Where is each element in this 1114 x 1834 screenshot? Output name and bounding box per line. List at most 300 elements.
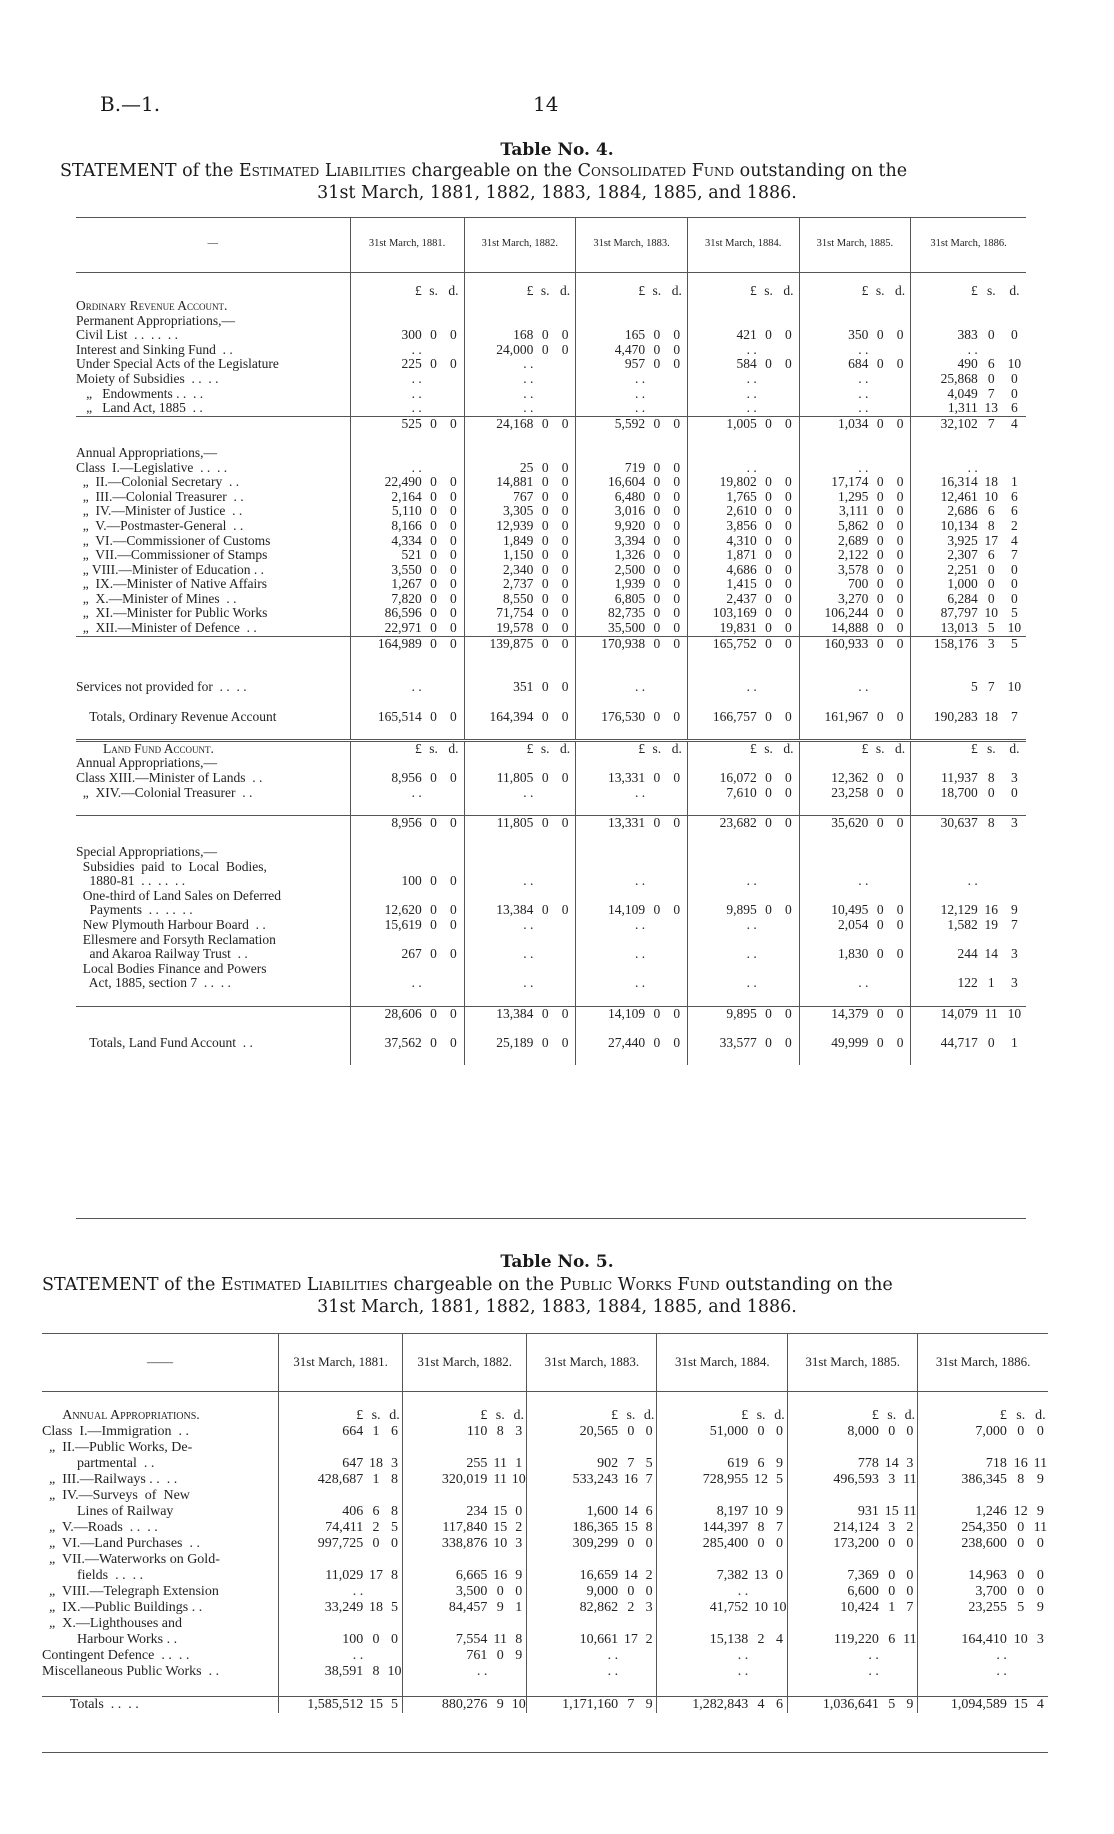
unit-label: s. [540, 283, 550, 299]
cell-pence: 2 [903, 1520, 918, 1536]
cell-pounds: 8,956 [350, 815, 424, 830]
cell-shillings: 0 [653, 459, 661, 475]
cell-pence: 0 [890, 636, 911, 651]
cell-shillings: 5 [1017, 1600, 1025, 1615]
cell-pounds: . . [737, 1664, 749, 1679]
cell-pence: 0 [443, 357, 464, 372]
row-label: „ VIII.—Minister of Education . . [76, 563, 350, 578]
unit-label: d. [555, 273, 576, 300]
cell-pence: 0 [443, 475, 464, 490]
cell-pence: d. [667, 740, 688, 756]
cell-pounds: 10,424 [840, 1600, 879, 1615]
cell-pence: 0 [778, 786, 799, 801]
cell-shillings: s. [626, 1408, 636, 1423]
cell-pounds: . . [634, 873, 646, 889]
cell-pence: 0 [903, 1536, 918, 1552]
column-header: 31st March, 1883. [576, 217, 688, 273]
cell-pounds: 2,500 [614, 561, 646, 577]
cell-pounds: 238,600 [961, 1536, 1007, 1551]
row-label: fields . . . . [42, 1568, 278, 1584]
cell-shillings: 8 [757, 1520, 765, 1535]
cell-shillings: 0 [541, 517, 549, 533]
cell-pence: 0 [890, 621, 911, 636]
cell-shillings: 0 [1017, 1568, 1025, 1583]
cell-pence: 11 [903, 1632, 917, 1647]
cell-pounds: £ [576, 740, 647, 756]
cell-pence: 6 [1011, 503, 1018, 519]
cell-pence: 0 [443, 548, 464, 563]
cell-shillings: 15 [365, 1697, 387, 1714]
cell-pence: 0 [667, 592, 688, 607]
cell-shillings: 6 [757, 1456, 765, 1471]
cell-shillings: 0 [430, 1034, 437, 1050]
cell-shillings: 0 [535, 416, 555, 431]
cell-shillings: 15 [623, 1520, 638, 1535]
cell-pence: 0 [890, 918, 911, 933]
table5-statement: STATEMENT of the Estimated Liabilities chargeable on the Public Works Fund outstanding on the [42, 1275, 893, 1295]
cell-pounds: . . [523, 916, 534, 932]
cell-shillings: 0 [653, 517, 661, 533]
cell-shillings: 4 [750, 1697, 772, 1714]
cell-pounds: . . [607, 1648, 619, 1663]
cell-pounds: 18,700 [940, 784, 978, 800]
column-header: 31st March, 1882. [464, 217, 576, 273]
cell-pounds: . . [411, 975, 422, 991]
cell-shillings: 0 [541, 620, 549, 636]
cell-pounds: . . [634, 385, 646, 401]
cell-pounds: 13,384 [496, 902, 534, 918]
cell-pence: 0 [890, 416, 911, 431]
table5-subtitle: 31st March, 1881, 1882, 1883, 1884, 1885, and 1886. [317, 1297, 797, 1317]
cell-pence: 0 [1036, 1584, 1044, 1599]
cell-pounds: . . [858, 459, 869, 475]
cell-pence: 0 [443, 874, 464, 889]
row-label: „ V.—Roads . . . . [42, 1520, 278, 1536]
cell-pounds: 2,054 [838, 916, 869, 932]
cell-pounds: £ [799, 740, 870, 756]
cell-pence: 5 [387, 1600, 403, 1616]
cell-shillings: 0 [876, 474, 884, 490]
cell-shillings: 0 [888, 1584, 896, 1599]
cell-shillings: 3 [888, 1472, 896, 1487]
cell-pence: 1 [511, 1600, 527, 1616]
cell-pounds: . . [746, 873, 757, 889]
cell-shillings: 10 [754, 1600, 769, 1615]
cell-pounds: . . [967, 341, 978, 357]
cell-pence: 0 [555, 710, 576, 725]
cell-pounds: 82,862 [579, 1600, 619, 1615]
cell-pence: 0 [555, 534, 576, 549]
cell-pounds: 234 [466, 1504, 488, 1519]
cell-pence: 8 [387, 1504, 403, 1520]
cell-pounds: 2,122 [838, 547, 869, 563]
cell-pence: 0 [778, 1006, 799, 1021]
cell-pounds: £ [741, 1408, 749, 1423]
cell-pounds: 225 [401, 356, 422, 372]
cell-pence: 6 [1011, 400, 1018, 416]
cell-pence: 0 [772, 1424, 788, 1440]
cell-pence: 0 [778, 475, 799, 490]
cell-shillings: 0 [430, 946, 437, 962]
cell-pounds: . . [737, 1584, 749, 1599]
cell-pence: 7 [1011, 708, 1018, 724]
cell-shillings: 0 [876, 916, 884, 932]
cell-shillings: 0 [430, 576, 437, 592]
row-label: Ellesmere and Forsyth Reclamation [76, 933, 350, 948]
cell-pounds: . . [411, 400, 422, 416]
cell-shillings: 0 [765, 532, 772, 548]
cell-pence: 10 [511, 1472, 526, 1487]
row-label: Harbour Works . . [42, 1632, 278, 1648]
cell-shillings: s. [887, 1408, 897, 1423]
cell-shillings: 17 [369, 1568, 384, 1583]
unit-label: £ [861, 283, 869, 299]
cell-shillings: 0 [876, 517, 884, 533]
cell-shillings: 0 [430, 873, 437, 889]
cell-pounds: 10,134 [940, 517, 978, 533]
cell-pence: 2 [642, 1568, 657, 1584]
cell-pounds: 165,514 [377, 708, 422, 724]
cell-pounds: 320,019 [441, 1472, 488, 1487]
row-label: „ VII.—Commissioner of Stamps [76, 548, 350, 563]
cell-pounds: . . [634, 784, 646, 800]
cell-pence: 0 [555, 504, 576, 519]
cell-pence: 9 [642, 1697, 657, 1714]
cell-pence: 4 [772, 1632, 788, 1648]
cell-pounds: 12,129 [940, 902, 978, 918]
cell-shillings: 0 [430, 488, 437, 504]
cell-shillings: 0 [1017, 1536, 1025, 1551]
cell-pence: 0 [778, 563, 799, 578]
unit-label: £ [971, 283, 978, 299]
cell-shillings: 0 [987, 590, 995, 606]
cell-pence: 0 [778, 621, 799, 636]
cell-shillings: 0 [765, 620, 772, 636]
cell-shillings: 1 [372, 1472, 380, 1487]
cell-shillings: 0 [541, 474, 549, 490]
cell-shillings: 0 [535, 815, 555, 830]
cell-shillings: 0 [987, 576, 995, 592]
cell-pounds: 158,176 [911, 636, 980, 651]
cell-pence: d. [642, 1408, 657, 1424]
column-header: 31st March, 1884. [657, 1333, 788, 1392]
unit-label: s. [429, 283, 438, 299]
cell-pounds: 12,461 [940, 488, 978, 504]
cell-shillings: 18 [984, 474, 999, 490]
cell-pence: 0 [555, 519, 576, 534]
cell-pounds: 161,967 [824, 708, 869, 724]
cell-shillings: 0 [759, 815, 779, 830]
table4-caption: Table No. 4. [500, 140, 614, 160]
cell-pence: 5 [642, 1456, 657, 1472]
cell-pence: 9 [772, 1504, 788, 1520]
cell-pounds: . . [858, 400, 869, 416]
cell-pounds: 7,369 [847, 1568, 879, 1583]
cell-pounds: 106,244 [824, 605, 869, 621]
cell-pence: 3 [1011, 770, 1018, 785]
cell-pounds: 35,620 [799, 815, 870, 830]
cell-pence: 9 [511, 1568, 527, 1584]
cell-pence: 0 [667, 519, 688, 534]
cell-shillings: 0 [759, 416, 779, 431]
row-label: Civil List . . . . . . [76, 328, 350, 343]
cell-shillings: 0 [541, 459, 549, 475]
cell-shillings: 0 [541, 590, 549, 606]
cell-shillings: s. [535, 740, 555, 756]
cell-shillings: 0 [535, 636, 555, 651]
cell-pounds: 383 [957, 327, 978, 343]
cell-pounds: . . [746, 370, 757, 386]
cell-shillings: 11 [493, 1472, 507, 1487]
cell-pounds: 664 [342, 1424, 364, 1439]
cell-shillings: 0 [876, 784, 884, 800]
cell-pence: 0 [890, 1006, 911, 1021]
cell-pence: 0 [778, 504, 799, 519]
cell-pounds: £ [356, 1408, 364, 1423]
cell-pence: 0 [555, 621, 576, 636]
cell-pounds: . . [746, 975, 757, 991]
cell-pounds: 19,578 [496, 620, 534, 636]
cell-pounds: . . [476, 1664, 488, 1679]
cell-pounds: 100 [401, 873, 422, 889]
cell-pounds: 17,174 [831, 474, 869, 490]
cell-shillings: 0 [876, 946, 884, 962]
cell-shillings: 14 [884, 1456, 899, 1471]
cell-shillings: 18 [984, 708, 999, 724]
cell-shillings: 5 [881, 1697, 903, 1714]
cell-pounds: 7,554 [455, 1632, 488, 1647]
cell-shillings: 0 [653, 605, 661, 621]
cell-pounds: 1,246 [975, 1504, 1007, 1519]
row-label: „ Land Act, 1885 . . [76, 401, 350, 416]
cell-pounds: 44,717 [940, 1034, 978, 1050]
cell-shillings: 0 [876, 1034, 884, 1050]
cell-pounds: 8,956 [391, 770, 422, 785]
cell-pounds: 12,939 [496, 517, 534, 533]
cell-pounds: 718 [985, 1456, 1007, 1471]
cell-pence: 8 [642, 1520, 657, 1536]
cell-pence: 0 [890, 548, 911, 563]
cell-pounds: . . [967, 459, 978, 475]
cell-shillings: 16 [623, 1472, 638, 1487]
cell-pounds: 3,578 [838, 561, 869, 577]
cell-pounds: 2,340 [503, 561, 534, 577]
cell-pounds: 3,550 [391, 561, 422, 577]
cell-pounds: 23,682 [687, 815, 758, 830]
cell-shillings: 0 [653, 590, 661, 606]
cell-pence: 0 [443, 636, 464, 651]
cell-shillings: 0 [496, 1648, 504, 1663]
cell-pence: 0 [890, 534, 911, 549]
cell-pounds: 9,895 [726, 902, 757, 918]
cell-pounds: 13,331 [576, 815, 647, 830]
cell-shillings: 12 [754, 1472, 769, 1487]
cell-pounds: 351 [513, 679, 534, 695]
cell-shillings: 9 [496, 1600, 504, 1615]
cell-shillings: 0 [765, 488, 772, 504]
cell-pounds: . . [523, 946, 534, 962]
cell-shillings: 0 [430, 517, 437, 533]
cell-pence: 0 [555, 328, 576, 343]
cell-pounds: 8,550 [503, 590, 534, 606]
cell-shillings: 15 [493, 1520, 508, 1535]
cell-pence: d. [387, 1408, 403, 1424]
cell-shillings: 8 [372, 1664, 380, 1679]
cell-pence: 0 [667, 504, 688, 519]
row-label: Miscellaneous Public Works . . [42, 1664, 278, 1680]
cell-pounds: £ [350, 740, 424, 756]
cell-pence: 0 [443, 416, 464, 431]
cell-pounds: . . [352, 1648, 364, 1663]
cell-pounds: 684 [848, 356, 869, 372]
cell-pence: d. [443, 740, 464, 756]
cell-pounds: 23,258 [831, 784, 869, 800]
cell-pounds: 3,856 [726, 517, 757, 533]
cell-shillings: 0 [430, 327, 437, 343]
cell-pence: 0 [443, 328, 464, 343]
cell-pounds: 164,410 [961, 1632, 1007, 1647]
row-label: Class I.—Immigration . . [42, 1424, 278, 1440]
cell-pence: 11 [903, 1504, 917, 1519]
cell-pence: 7 [772, 1520, 788, 1536]
cell-pence: 0 [555, 475, 576, 490]
cell-pence: 9 [903, 1697, 918, 1714]
cell-pounds: 25 [519, 459, 534, 475]
cell-pence: d. [772, 1408, 788, 1424]
cell-pounds: 49,999 [831, 1034, 869, 1050]
cell-pence: 9 [1036, 1600, 1044, 1615]
cell-pence: 0 [667, 1006, 688, 1021]
cell-pounds: 71,754 [496, 605, 534, 621]
cell-pounds: 87,797 [940, 605, 978, 621]
cell-shillings: 0 [876, 488, 884, 504]
row-label: Services not provided for . . . . [76, 680, 350, 695]
cell-pence: 0 [778, 328, 799, 343]
cell-pence: 10 [1007, 620, 1022, 636]
row-label: „ III.—Colonial Treasurer . . [76, 490, 350, 505]
cell-pence: 9 [1036, 1504, 1044, 1519]
cell-shillings: 0 [987, 561, 995, 577]
cell-pence: 0 [778, 592, 799, 607]
cell-shillings: 0 [765, 561, 772, 577]
cell-pounds: 350 [848, 327, 869, 343]
row-label: Totals, Ordinary Revenue Account [76, 710, 350, 725]
cell-pounds: . . [858, 679, 869, 695]
cell-pounds: 51,000 [709, 1424, 749, 1439]
cell-shillings: 0 [541, 547, 549, 563]
cell-pounds: 25,868 [940, 370, 978, 386]
row-label: „ IX.—Public Buildings . . [42, 1600, 278, 1616]
row-label: One-third of Land Sales on Deferred [76, 889, 350, 904]
cell-pounds: 3,270 [838, 590, 869, 606]
cell-shillings: 0 [430, 770, 437, 785]
cell-pence: 0 [890, 475, 911, 490]
cell-shillings: 1 [888, 1600, 896, 1615]
cell-pence: 3 [511, 1536, 527, 1552]
cell-shillings: 0 [759, 1006, 779, 1021]
cell-shillings: 2 [372, 1520, 380, 1535]
cell-pence: 0 [890, 357, 911, 372]
cell-shillings: 14 [623, 1568, 638, 1583]
cell-pounds: 74,411 [325, 1520, 364, 1535]
cell-pounds: . . [634, 975, 646, 991]
cell-pence: 10 [1007, 679, 1022, 695]
cell-pence: 0 [903, 1424, 918, 1440]
cell-pounds: 7,820 [391, 590, 422, 606]
cell-shillings: 0 [870, 636, 890, 651]
cell-shillings: 0 [627, 1584, 635, 1599]
cell-pounds: . . [634, 679, 646, 695]
cell-pence: d. [1035, 1408, 1046, 1423]
cell-shillings: 0 [424, 1006, 444, 1021]
cell-pence: 0 [772, 1536, 788, 1552]
cell-shillings: 13 [754, 1568, 769, 1583]
cell-pence: 4 [1003, 416, 1026, 431]
cell-shillings: 0 [765, 590, 772, 606]
cell-pounds: . . [858, 370, 869, 386]
cell-pence: 2 [642, 1632, 657, 1648]
cell-pounds: 3,700 [975, 1584, 1007, 1599]
cell-pounds: 165 [624, 327, 646, 343]
cell-shillings: 0 [876, 532, 884, 548]
cell-shillings: 11 [493, 1632, 507, 1647]
cell-pounds: 119,220 [833, 1632, 879, 1647]
row-label: 1880-81 . . . . . . [76, 874, 350, 889]
cell-pounds: 33,577 [719, 1034, 757, 1050]
cell-pounds: . . [411, 784, 422, 800]
cell-pounds: 14,079 [911, 1006, 980, 1021]
row-label: Act, 1885, section 7 . . . . [76, 976, 350, 991]
cell-pounds: . . [352, 1584, 364, 1599]
cell-shillings: 0 [647, 1006, 667, 1021]
cell-pence: 0 [667, 771, 688, 786]
cell-pounds: £ [871, 1408, 879, 1423]
cell-pence: 0 [890, 328, 911, 343]
cell-pounds: 584 [736, 356, 757, 372]
column-header: 31st March, 1882. [403, 1333, 527, 1392]
cell-shillings: 10 [1013, 1632, 1028, 1647]
header-blank: —— [42, 1333, 278, 1392]
unit-label: s. [764, 283, 773, 299]
cell-pence: 0 [555, 771, 576, 786]
cell-pence: 3 [387, 1456, 403, 1472]
cell-pounds: . . [746, 916, 757, 932]
cell-pence: 9 [1036, 1472, 1044, 1487]
cell-shillings: 0 [653, 708, 661, 724]
cell-shillings: s. [495, 1408, 505, 1423]
cell-shillings: 0 [876, 327, 884, 343]
cell-pounds: 25,189 [496, 1034, 534, 1050]
row-label: Ordinary Revenue Account. [76, 299, 350, 314]
cell-pounds: . . [996, 1648, 1007, 1663]
cell-pounds: 27,440 [607, 1034, 646, 1050]
cell-shillings: 0 [876, 503, 884, 519]
cell-pence: 0 [443, 1006, 464, 1021]
cell-pence: 0 [667, 710, 688, 725]
unit-label: s. [986, 283, 996, 299]
cell-pounds: 5,110 [391, 503, 422, 519]
cell-pounds: 15,138 [709, 1632, 749, 1647]
cell-pounds: 170,938 [576, 636, 647, 651]
cell-shillings: 0 [541, 561, 549, 577]
cell-pounds: 1,585,512 [278, 1697, 365, 1714]
cell-shillings: 7 [620, 1697, 642, 1714]
cell-pounds: 3,016 [614, 503, 646, 519]
cell-pounds: . . [523, 873, 534, 889]
cell-pounds: 11,937 [941, 770, 978, 785]
row-label: „ X.—Minister of Mines . . [76, 592, 350, 607]
cell-pounds: . . [411, 341, 422, 357]
